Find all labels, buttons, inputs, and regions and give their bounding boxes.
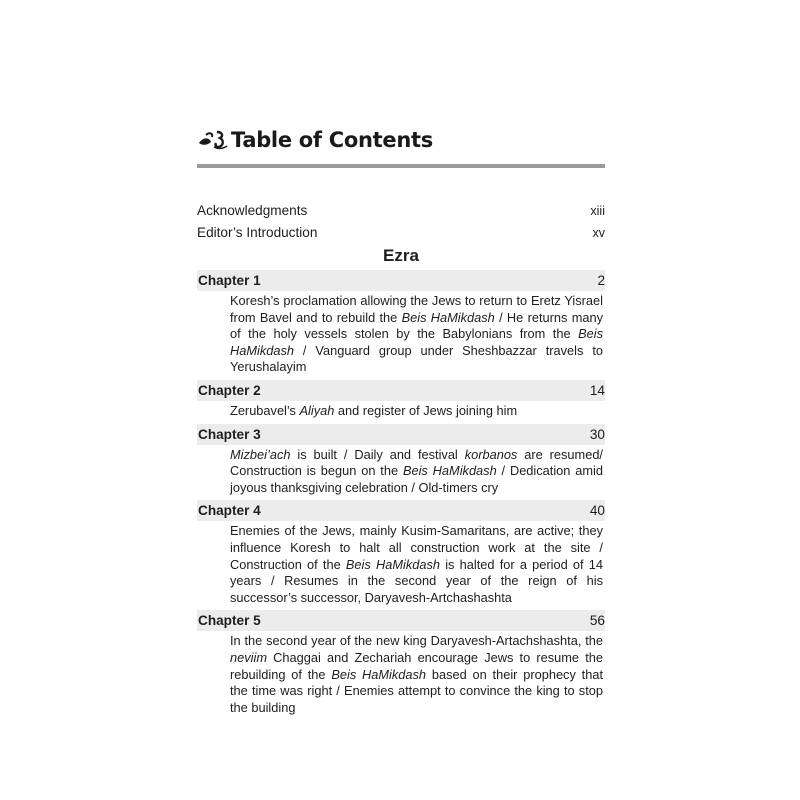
chapter-description [230, 523, 605, 606]
chapter-heading[interactable] [197, 380, 605, 401]
italic-term: korbanos [464, 446, 518, 462]
chapter-page-number: 56 [589, 613, 605, 629]
chapter-description [230, 293, 605, 376]
page-title: Table of Contents [231, 128, 433, 152]
title-row [197, 122, 605, 158]
title-divider [197, 164, 605, 168]
front-matter-entry[interactable] [197, 222, 605, 244]
description-text: Enemies of the Jews, mainly Kusim-Samaritans, are active; they influence Koresh to halt all construction work at the site / Construction of the [230, 523, 603, 572]
chapter-page-number: 30 [589, 426, 605, 442]
chapter-label: Chapter 4 [198, 503, 261, 519]
description-text: Zerubavel’s [230, 402, 300, 418]
chapter-description [230, 447, 605, 497]
description-text: Koresh’s proclamation allowing the Jews to return to Eretz Yisrael from Bavel and to rebuild the [230, 293, 603, 325]
decorative-fleuron-icon [197, 129, 229, 151]
chapter-heading[interactable] [197, 424, 605, 445]
chapter-page-number: 40 [589, 503, 605, 519]
section-title: Ezra [383, 246, 419, 265]
entry-page-number: xiii [590, 204, 605, 218]
chapter-heading[interactable] [197, 270, 605, 291]
description-text: based on their prophecy that the time was right / Enemies attempt to convince the king to stop the building [230, 666, 603, 715]
description-text: In the second year of the new king Daryavesh-Artachshashta, the [230, 633, 603, 649]
chapter-page-number: 14 [589, 382, 605, 398]
chapter-entry [197, 380, 605, 420]
chapter-description [230, 633, 605, 716]
entry-page-number: xv [592, 226, 605, 240]
front-matter-entry[interactable] [197, 200, 605, 222]
chapter-entry [197, 500, 605, 606]
description-text: are resumed/ Construction is begun on the [230, 446, 603, 479]
description-text: Chaggai and Zechariah encourage Jews to resume the rebuilding of the [230, 649, 603, 682]
entry-label: Editor’s Introduction [197, 225, 318, 240]
entry-label: Acknowledgments [197, 203, 308, 218]
description-text: is halted for a period of 14 years / Resumes in the second year of the reign of his successor’s successor, Daryavesh-Artchashashta [230, 556, 604, 605]
chapter-entry [197, 610, 605, 716]
description-text: / Dedication amid joyous thanksgiving celebration / Old-timers cry [230, 463, 604, 495]
italic-term: Beis HaMikdash [331, 666, 427, 682]
chapter-heading[interactable] [197, 500, 605, 521]
chapter-entry [197, 270, 605, 376]
italic-term: Beis HaMikdash [230, 326, 603, 358]
chapter-description [230, 403, 605, 420]
italic-term: Mizbei’ach [230, 446, 291, 462]
italic-term: Beis HaMikdash [345, 556, 440, 572]
description-text: is built / Daily and festival [290, 446, 465, 462]
toc-page [197, 122, 605, 720]
chapter-label: Chapter 3 [198, 426, 261, 442]
italic-term: Beis HaMikdash [402, 463, 497, 479]
italic-term: Beis HaMikdash [401, 309, 495, 325]
description-text: / Vanguard group under Sheshbazzar travels to Yerushalayim [230, 342, 603, 375]
chapter-entry [197, 424, 605, 497]
italic-term: Aliyah [299, 402, 335, 418]
chapter-label: Chapter 1 [198, 273, 261, 288]
chapter-heading[interactable] [197, 610, 605, 631]
toc-list [197, 200, 605, 716]
description-text: and register of Jews joining him [334, 402, 518, 418]
chapter-page-number: 2 [597, 273, 605, 288]
description-text: / He returns many of the holy vessels stolen by the Babylonians from the [230, 309, 603, 342]
chapter-label: Chapter 5 [198, 613, 261, 629]
chapter-label: Chapter 2 [198, 382, 261, 398]
italic-term: neviim [230, 649, 267, 665]
